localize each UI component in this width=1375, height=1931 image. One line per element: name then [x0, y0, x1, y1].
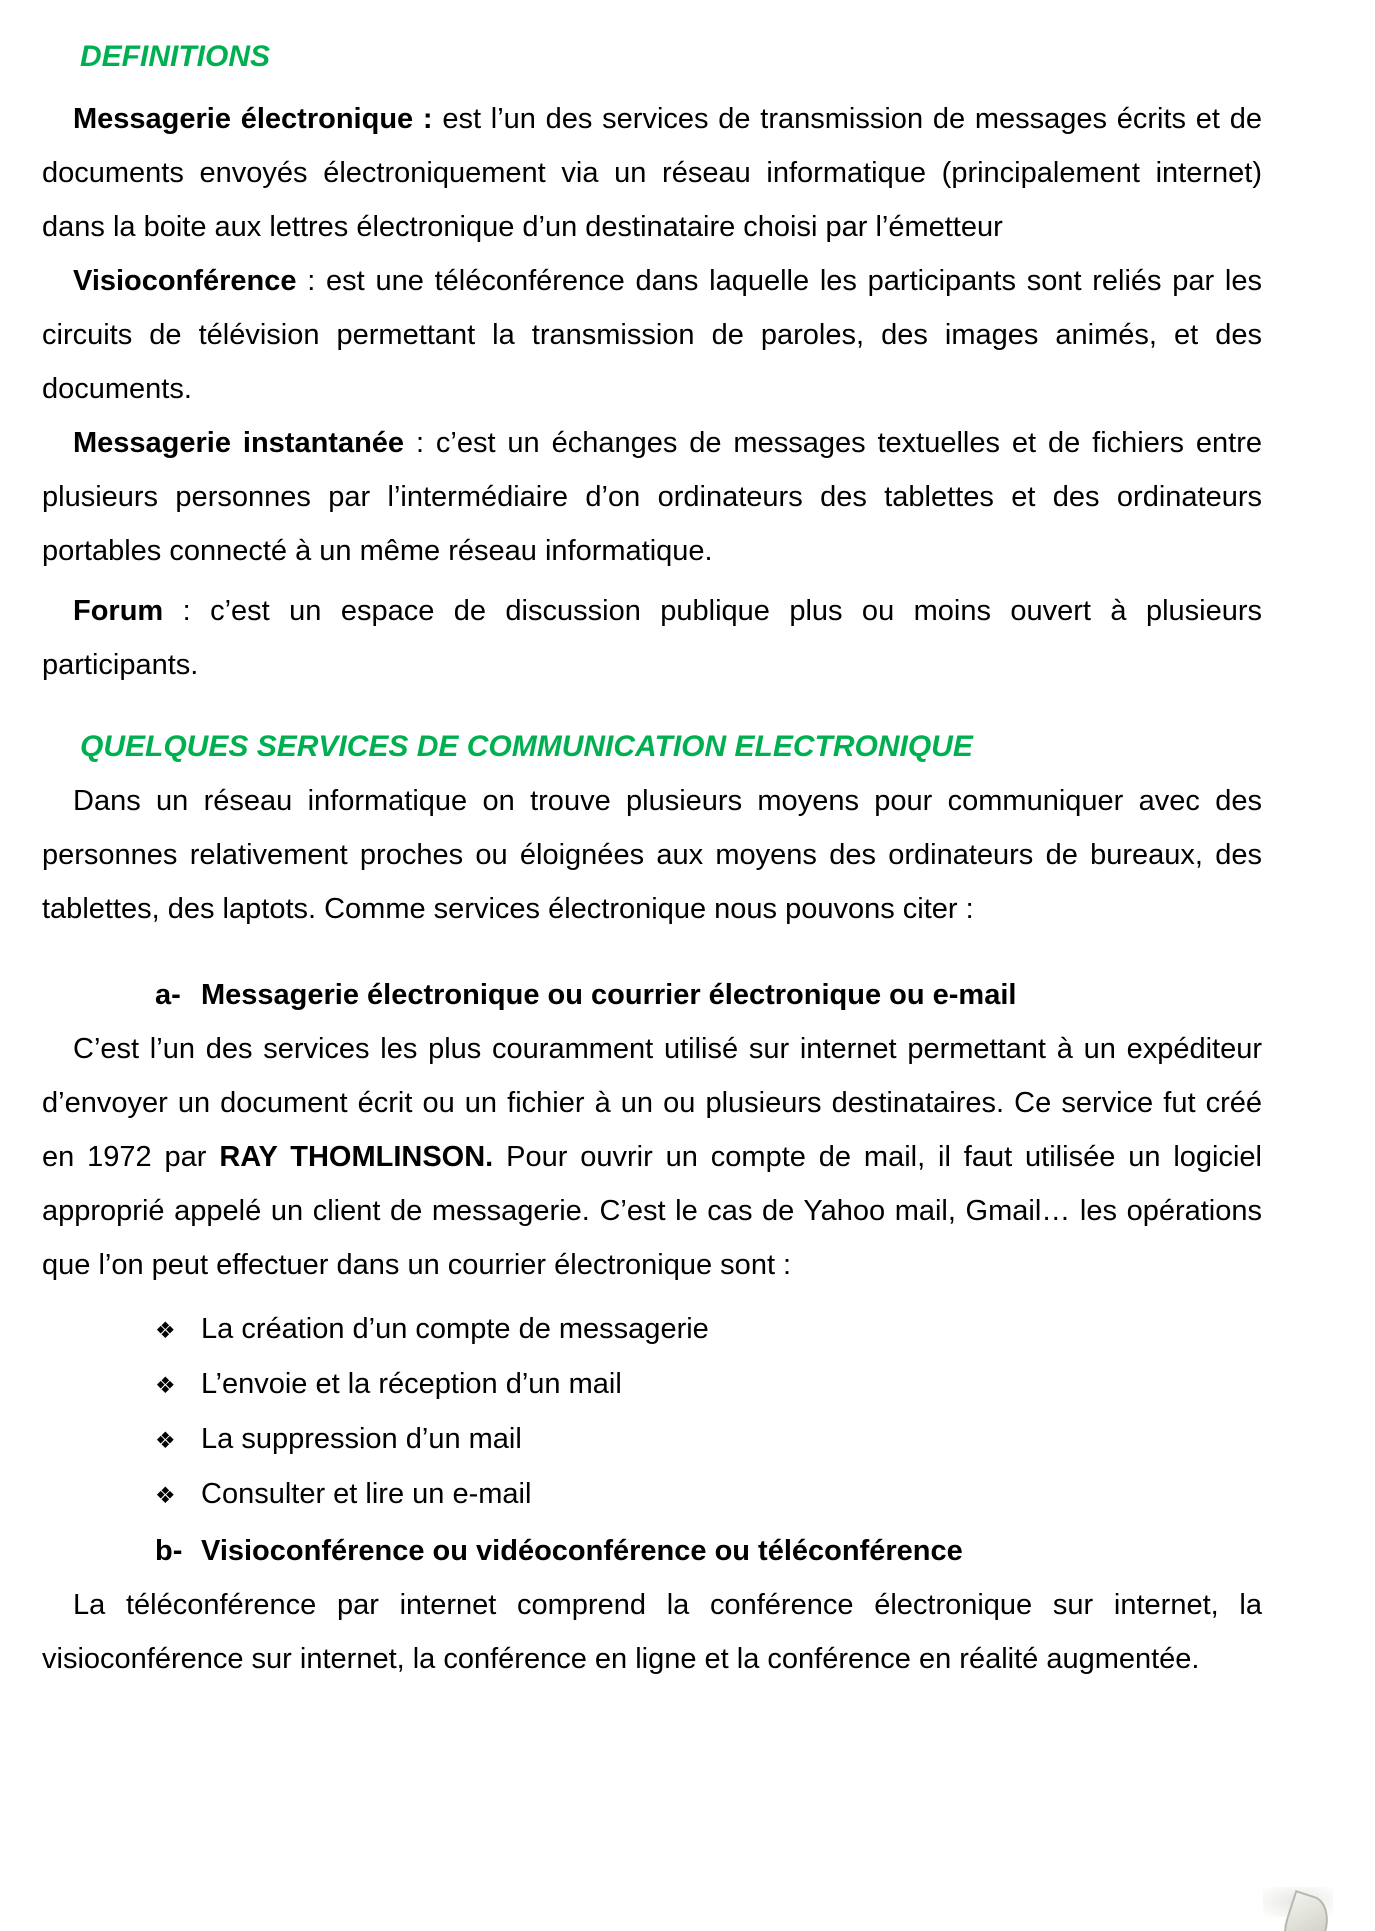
definition-forum	[42, 584, 1262, 692]
email-operations-list	[42, 1302, 1262, 1522]
subsection-b-heading	[155, 1524, 1262, 1578]
leaf-decoration	[1277, 1891, 1337, 1931]
subsection-a-title: Messagerie électronique ou courrier électronique ou e-mail	[201, 979, 1017, 1011]
definition-visioconference	[42, 254, 1262, 416]
definition-term: Forum	[73, 595, 164, 627]
definition-term: Visioconférence	[73, 265, 297, 297]
definition-text: : c’est un échanges de messages textuelles et de fichiers entre plusieurs personnes par l’intermédiaire d’on ordinateurs des tablettes et des ordinateurs portables connecté à un même réseau informatique.	[42, 427, 1262, 567]
list-item-text: La création d’un compte de messagerie	[201, 1313, 709, 1345]
subsection-a-heading	[155, 968, 1262, 1022]
list-item	[155, 1412, 1262, 1467]
list-item	[155, 1302, 1262, 1357]
list-item-text: Consulter et lire un e-mail	[201, 1478, 532, 1510]
subsection-a-marker: a-	[155, 979, 181, 1011]
services-intro-paragraph: Dans un réseau informatique on trouve plusieurs moyens pour communiquer avec des personnes relativement proches ou éloignées aux moyens des ordinateurs de bureaux, des tablettes, des laptots. Comme services électronique nous pouvons citer :	[42, 785, 1262, 925]
definition-term: Messagerie électronique :	[73, 103, 433, 135]
definition-messagerie-electronique	[42, 92, 1262, 254]
list-item	[155, 1357, 1262, 1412]
definition-text: : est une téléconférence dans laquelle les participants sont reliés par les circuits de télévision permettant la transmission de paroles, des images animés, et des documents.	[42, 265, 1262, 405]
definition-term: Messagerie instantanée	[73, 427, 405, 459]
definitions-heading: DEFINITIONS	[80, 40, 271, 73]
email-service-paragraph	[42, 1022, 1262, 1292]
definition-text: est l’un des services de transmission de messages écrits et de documents envoyés électroniquement via un réseau informatique (principalement internet) dans la boite aux lettres électronique d’un destinataire choisi par l’émetteur	[42, 103, 1262, 243]
list-item	[155, 1467, 1262, 1522]
definition-text: : c’est un espace de discussion publique plus ou moins ouvert à plusieurs participants.	[42, 595, 1262, 681]
email-service-text-1: C’est l’un des services les plus couramment utilisé sur internet permettant à un expéditeur d’envoyer un document écrit ou un fichier à un ou plusieurs destinataires. Ce service fut créé en 1972 par	[42, 1033, 1262, 1173]
services-heading: QUELQUES SERVICES DE COMMUNICATION ELECTRONIQUE	[80, 730, 973, 763]
email-service-text-2: Pour ouvrir un compte de mail, il faut utilisée un logiciel approprié appelé un client de messagerie. C’est le cas de Yahoo mail, Gmail… les opérations que l’on peut effectuer dans un courrier électronique sont :	[42, 1141, 1262, 1281]
subsection-b-marker: b-	[155, 1535, 183, 1567]
diamond-bullet-icon: ❖	[155, 1482, 176, 1508]
ray-thomlinson-bold: RAY THOMLINSON.	[219, 1141, 494, 1173]
teleconference-paragraph: La téléconférence par internet comprend la conférence électronique sur internet, la visioconférence sur internet, la conférence en ligne et la conférence en réalité augmentée.	[42, 1589, 1262, 1675]
diamond-bullet-icon: ❖	[155, 1317, 176, 1343]
diamond-bullet-icon: ❖	[155, 1372, 176, 1398]
diamond-bullet-icon: ❖	[155, 1427, 176, 1453]
definition-messagerie-instantanee	[42, 416, 1262, 578]
subsection-b-title: Visioconférence ou vidéoconférence ou téléconférence	[201, 1535, 963, 1567]
list-item-text: L’envoie et la réception d’un mail	[201, 1368, 622, 1400]
list-item-text: La suppression d’un mail	[201, 1423, 522, 1455]
